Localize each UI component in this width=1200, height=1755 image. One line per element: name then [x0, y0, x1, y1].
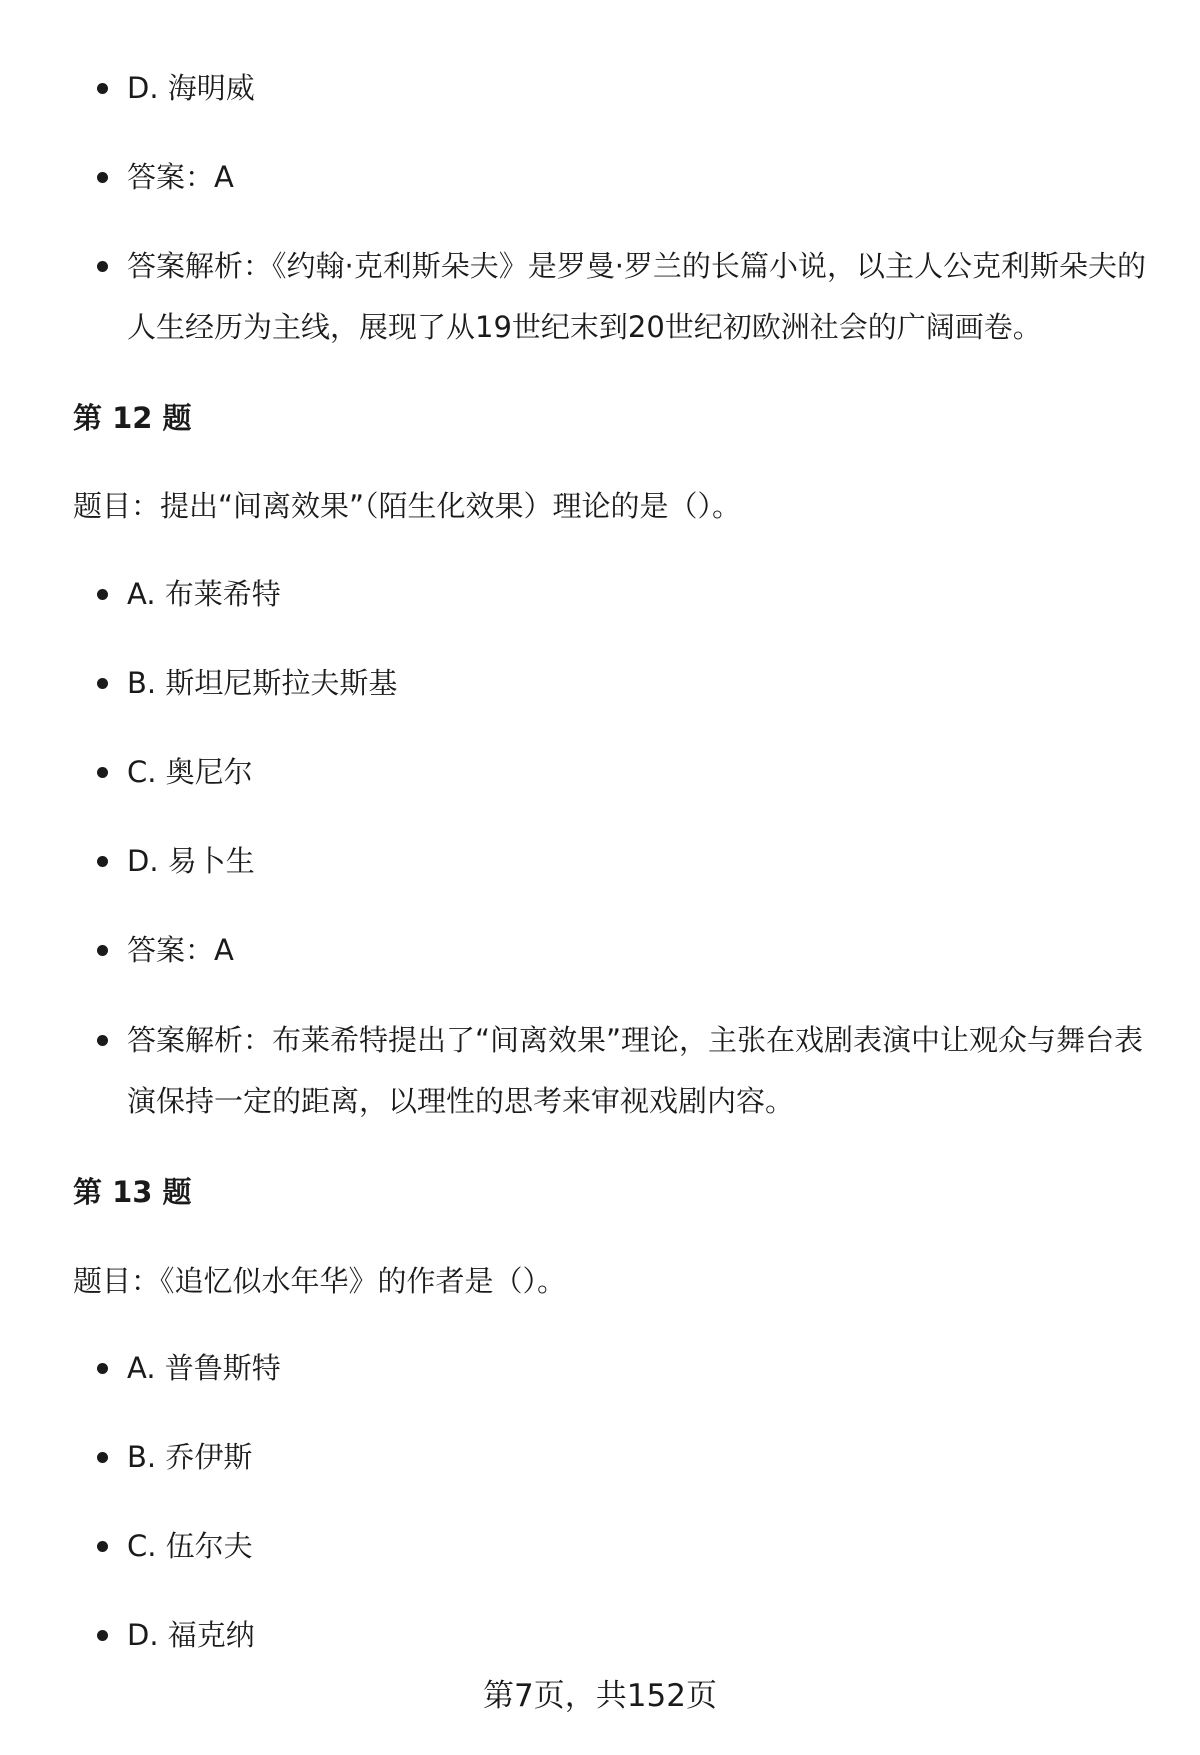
q13-option-d — [127, 1605, 1167, 1666]
bullet-icon — [97, 678, 108, 689]
bullet-icon — [97, 83, 108, 94]
bullet-icon — [97, 945, 108, 956]
explanation-text: 答案解析：《约翰·克利斯朵夫》是罗曼·罗兰的长篇小说，以主人公克利斯朵夫的人生经历为主线，展现了从19世纪末到20世纪初欧洲社会的广阔画卷。 — [127, 249, 1146, 344]
explanation-text: 答案解析：布莱希特提出了“间离效果”理论，主张在戏剧表演中让观众与舞台表演保持一定的距离，以理性的思考来审视戏剧内容。 — [127, 1023, 1144, 1118]
q12-option-d — [127, 831, 1167, 892]
option-text: A. 布莱希特 — [127, 577, 281, 611]
bullet-icon — [97, 1035, 108, 1046]
q11-explanation — [127, 236, 1167, 358]
q13-option-c — [127, 1516, 1167, 1577]
question-13-title: 第 13 题 — [73, 1175, 192, 1209]
option-text: D. 易卜生 — [127, 844, 255, 878]
bullet-icon — [97, 1363, 108, 1374]
bullet-icon — [97, 589, 108, 600]
option-text: C. 伍尔夫 — [127, 1529, 253, 1563]
q12-option-c — [127, 742, 1167, 803]
bullet-icon — [97, 1630, 108, 1641]
bullet-icon — [97, 856, 108, 867]
option-text: A. 普鲁斯特 — [127, 1351, 281, 1385]
option-text: C. 奥尼尔 — [127, 755, 253, 789]
q12-explanation — [127, 1010, 1167, 1132]
q12-option-a — [127, 564, 1167, 625]
option-text: D. 海明威 — [127, 71, 255, 105]
bullet-icon — [97, 1541, 108, 1552]
q13-option-a — [127, 1338, 1167, 1399]
q12-answer — [127, 920, 1167, 981]
answer-text: 答案：A — [127, 160, 234, 194]
bullet-icon — [97, 1452, 108, 1463]
q11-answer — [127, 147, 1167, 208]
question-13-text: 题目：《追忆似水年华》的作者是（）。 — [73, 1264, 567, 1298]
option-text: B. 乔伊斯 — [127, 1440, 253, 1474]
option-text: B. 斯坦尼斯拉夫斯基 — [127, 666, 398, 700]
q13-option-b — [127, 1427, 1167, 1488]
option-text: D. 福克纳 — [127, 1618, 255, 1652]
question-12-text: 题目：提出“间离效果”（陌生化效果）理论的是（）。 — [73, 489, 742, 523]
question-12-title: 第 12 题 — [73, 401, 192, 435]
bullet-icon — [97, 261, 108, 272]
bullet-icon — [97, 172, 108, 183]
bullet-icon — [97, 767, 108, 778]
q11-option-d — [127, 58, 1167, 119]
page-number-footer: 第7页，共152页 — [483, 1678, 717, 1714]
q12-option-b — [127, 653, 1167, 714]
answer-text: 答案：A — [127, 933, 234, 967]
